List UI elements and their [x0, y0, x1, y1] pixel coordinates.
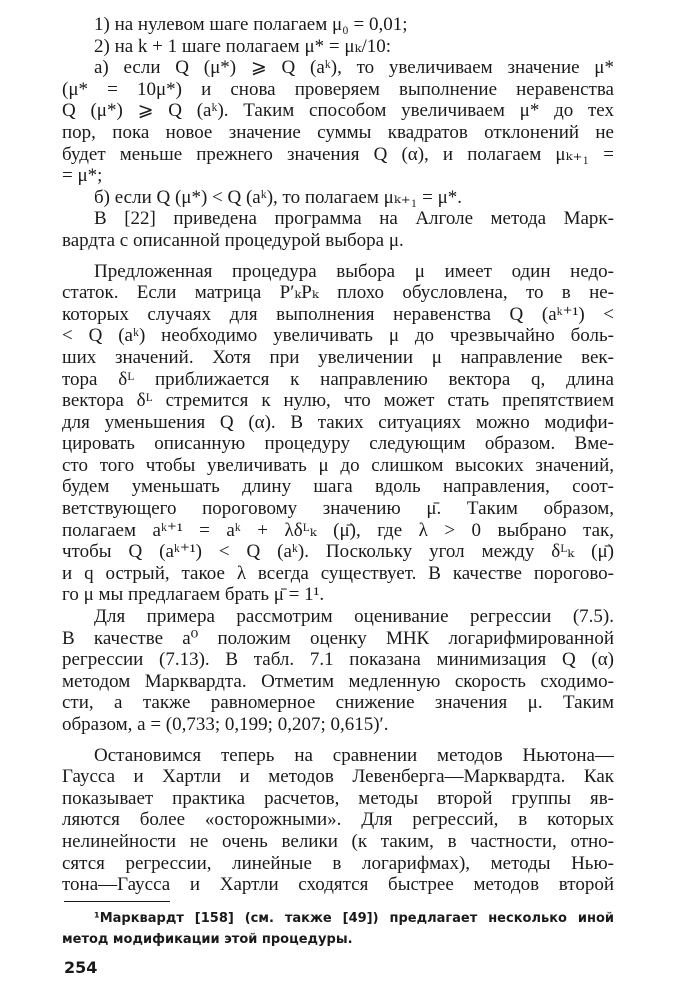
text-line: цировать описанную процедуру следующим образом. Вме- [62, 433, 614, 455]
text-line: В [22] приведена программа на Алголе метода Марк- [94, 208, 614, 230]
text-line: В качестве a⁰ положим оценку МНК логарифмированной [62, 627, 614, 649]
page-body [62, 14, 614, 896]
text-line: ляются более «осторожными». Для регрессий, в которых [62, 809, 614, 831]
text-line: вектора δᴸ стремится к нулю, что может стать препятствием [62, 390, 614, 412]
text-line: 1) на нулевом шаге полагаем μ₀ = 0,01; [94, 14, 408, 35]
text-line: сто того чтобы увеличивать μ до слишком высоких значений, [62, 454, 614, 476]
text-line: полагаем aᵏ⁺¹ = aᵏ + λδᴸₖ (μ̄), где λ > 0 выбрано так, [62, 519, 614, 541]
text-line: Q (μ*) ⩾ Q (aᵏ). Таким способом увеличиваем μ* до тех [62, 100, 614, 122]
text-line: пор, пока новое значение суммы квадратов отклонений не [62, 121, 614, 143]
page-number: 254 [64, 958, 98, 977]
text-line: Гаусса и Хартли и методов Левенберга—Марквардта. Как [62, 766, 614, 788]
text-line: тора δᴸ приближается к направлению вектора q, длина [62, 368, 614, 390]
text-line: статок. Если матрица P′ₖPₖ плохо обусловлена, то в не- [62, 282, 614, 304]
text-line: Предложенная процедура выбора μ имеет один недо- [94, 260, 614, 282]
text-line: 2) на k + 1 шаге полагаем μ* = μₖ/10: [94, 35, 392, 57]
text-line: нелинейности не очень велики (к таким, в частности, отно- [62, 830, 614, 852]
text-line: го μ мы предлагаем брать μ̄ = 1¹. [62, 584, 325, 606]
text-line: которых случаях для выполнения неравенства Q (aᵏ⁺¹) < [62, 303, 614, 325]
text-line: (μ* = 10μ*) и снова проверяем выполнение неравенства [62, 78, 614, 100]
text-line: Для примера рассмотрим оценивание регрессии (7.5). [94, 606, 614, 628]
text-line: образом, a = (0,733; 0,199; 0,207; 0,615)′. [62, 714, 389, 735]
text-line: сятся регрессии, линейные в логарифмах), методы Нью- [62, 852, 614, 874]
text-line: для уменьшения Q (α). В таких ситуациях можно модифи- [62, 411, 614, 433]
text-line: Остановимся теперь на сравнении методов Ньютона— [94, 744, 614, 766]
footnote [62, 909, 614, 950]
footnote-divider [64, 901, 170, 902]
footnote-line: ¹Марквардт [158] (см. также [49]) предлагает несколько иной [94, 911, 614, 926]
text-line: ветствующего пороговому значению μ̄. Таким образом, [62, 498, 614, 520]
text-line: будет меньше прежнего значения Q (α), и полагаем μₖ₊₁ = [62, 143, 614, 165]
text-line: тона—Гаусса и Хартли сходятся быстрее методов второй [62, 874, 614, 896]
text-line: сти, а также равномерное снижение значения μ. Таким [62, 692, 614, 714]
text-line: ших значений. Хотя при увеличении μ направление век- [62, 346, 614, 368]
text-line: чтобы Q (aᵏ⁺¹) < Q (aᵏ). Поскольку угол между δᴸₖ (μ̄) [62, 541, 614, 563]
text-line: = μ*; [62, 165, 103, 187]
text-line: регрессии (7.13). В табл. 7.1 показана минимизация Q (α) [62, 649, 614, 671]
footnote-line: метод модификации этой процедуры. [62, 931, 353, 947]
text-line: будем уменьшать длину шага вдоль направления, соот- [62, 476, 614, 498]
text-line: методом Марквардта. Отметим медленную скорость сходимо- [62, 670, 614, 692]
text-line: а) если Q (μ*) ⩾ Q (aᵏ), то увеличиваем значение μ* [94, 57, 614, 79]
text-line: показывает практика расчетов, методы второй группы яв- [62, 787, 614, 809]
text-line: и q острый, такое λ всегда существует. В качестве порогово- [62, 562, 614, 584]
text-line: < Q (aᵏ) необходимо увеличивать μ до чрезвычайно боль- [62, 325, 614, 347]
text-line: вардта с описанной процедурой выбора μ. [62, 229, 404, 251]
text-line: б) если Q (μ*) < Q (aᵏ), то полагаем μₖ₊₁ = μ*. [94, 186, 463, 208]
